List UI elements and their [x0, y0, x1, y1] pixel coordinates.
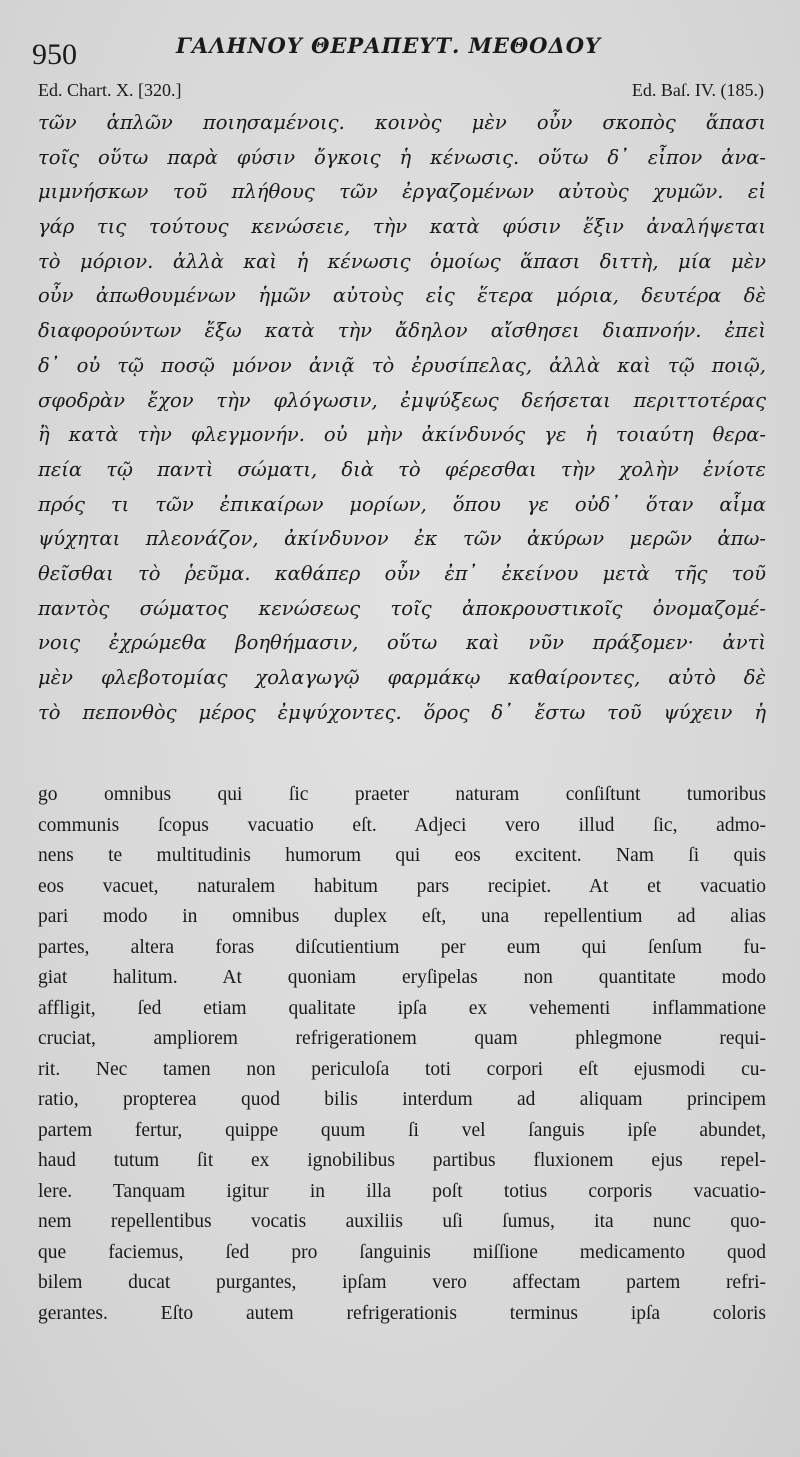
greek-line: τὸ πεπονθὸς μέρος ἐμψύχοντες. ὅρος δ᾽ ἔστω τοῦ ψύχειν ἡ	[38, 700, 766, 724]
latin-line: giat halitum. At quoniam eryſipelas non quantitate modo	[38, 967, 766, 988]
greek-line: σφοδρὰν ἔχον τὴν φλόγωσιν, ἐμψύξεως δεήσεται περιττοτέρας	[38, 388, 766, 412]
greek-line: πρός τι τῶν ἐπικαίρων μορίων, ὅπου γε οὐδ᾽ ὅταν αἷμα	[38, 492, 766, 516]
latin-line: pari modo in omnibus duplex eſt, una repellentium ad alias	[38, 906, 766, 927]
latin-line: cruciat, ampliorem refrigerationem quam phlegmone requi-	[38, 1028, 766, 1049]
greek-line: οὖν ἀπωθουμένων ἡμῶν αὐτοὺς εἰς ἕτερα μόρια, δευτέρα δὲ	[38, 284, 766, 308]
latin-text-block	[38, 780, 766, 1329]
greek-line: ψύχηται πλεονάζον, ἀκίνδυνον ἐκ τῶν ἀκύρων μερῶν ἀπω-	[38, 527, 766, 551]
edition-reference-left: Ed. Chart. X. [320.]	[38, 80, 182, 100]
latin-line: rit. Nec tamen non periculoſa toti corpori eſt ejusmodi cu-	[38, 1058, 766, 1080]
latin-line: lere. Tanquam igitur in illa poſt totius corporis vacuatio-	[38, 1180, 766, 1202]
greek-line: μιμνήσκων τοῦ πλήθους τῶν ἐργαζομένων αὐτοὺς χυμῶν. εἰ	[38, 180, 766, 204]
greek-line: μὲν φλεβοτομίας χολαγωγῷ φαρμάκῳ καθαίροντες, αὐτὸ δὲ	[38, 666, 766, 689]
latin-line: partem fertur, quippe quum ſi vel ſanguis ipſe abundet,	[38, 1119, 766, 1141]
page-number: 950	[32, 38, 77, 71]
latin-line: nens te multitudinis humorum qui eos excitent. Nam ſi quis	[38, 845, 766, 866]
greek-line: τῶν ἁπλῶν ποιησαμένοις. κοινὸς μὲν οὖν σκοπὸς ἅπασι	[38, 111, 766, 134]
greek-text-block	[38, 106, 766, 730]
greek-line: ἢ κατὰ τὴν φλεγμονήν. οὐ μὴν ἀκίνδυνός γε ἡ τοιαύτη θερα-	[38, 423, 766, 447]
greek-line: νοις ἐχρώμεθα βοηθήμασιν, οὕτω καὶ νῦν πράξομεν· ἀντὶ	[38, 631, 766, 655]
greek-line: τοῖς οὕτω παρὰ φύσιν ὄγκοις ἡ κένωσις. οὕτω δ᾽ εἶπον ἀνα-	[38, 145, 766, 169]
latin-line: haud tutum ſit ex ignobilibus partibus fluxionem ejus repel-	[38, 1150, 766, 1171]
latin-line: go omnibus qui ſic praeter naturam conſiſtunt tumoribus	[38, 784, 766, 805]
latin-line: eos vacuet, naturalem habitum pars recipiet. At et vacuatio	[38, 875, 766, 897]
greek-line: παντὸς σώματος κενώσεως τοῖς ἀποκρουστικοῖς ὀνομαζομέ-	[38, 596, 766, 620]
latin-line: communis ſcopus vacuatio eſt. Adjeci vero illud ſic, admo-	[38, 814, 766, 836]
greek-line: γάρ τις τούτους κενώσειε, τὴν κατὰ φύσιν ἕξιν ἀναλήψεται	[38, 215, 766, 239]
latin-line: gerantes. Eſto autem refrigerationis terminus ipſa coloris	[38, 1302, 766, 1324]
latin-line: que faciemus, ſed pro ſanguinis miſſione medicamento quod	[38, 1241, 766, 1263]
latin-line: nem repellentibus vocatis auxiliis uſi ſumus, ita nunc quo-	[38, 1211, 766, 1232]
greek-line: δ᾽ οὐ τῷ ποσῷ μόνον ἀνιᾷ τὸ ἐρυσίπελας, ἀλλὰ καὶ τῷ ποιῷ,	[38, 353, 766, 377]
greek-line: πεία τῷ παντὶ σώματι, διὰ τὸ φέρεσθαι τὴν χολὴν ἐνίοτε	[38, 457, 766, 481]
greek-line: τὸ μόριον. ἀλλὰ καὶ ἡ κένωσις ὁμοίως ἅπασι διττὴ, μία μὲν	[38, 249, 766, 273]
latin-line: bilem ducat purgantes, ipſam vero affectam partem refri-	[38, 1272, 766, 1293]
greek-line: διαφορούντων ἔξω κατὰ τὴν ἄδηλον αἴσθησει διαπνοήν. ἐπεὶ	[38, 319, 766, 343]
latin-line: affligit, ſed etiam qualitate ipſa ex vehementi inflammatione	[38, 997, 766, 1019]
edition-reference-right: Ed. Baſ. IV. (185.)	[631, 80, 764, 100]
latin-line: ratio, propterea quod bilis interdum ad aliquam principem	[38, 1089, 766, 1110]
greek-line: θεῖσθαι τὸ ῥεῦμα. καθάπερ οὖν ἐπ᾽ ἐκείνου μετὰ τῆς τοῦ	[38, 561, 766, 585]
latin-line: partes, altera foras diſcutientium per eum qui ſenſum fu-	[38, 936, 766, 958]
running-head-title: ΓΑΛΗΝΟΥ ΘΕΡΑΠΕΥΤ. ΜΕΘΟΔΟΥ	[176, 33, 602, 58]
